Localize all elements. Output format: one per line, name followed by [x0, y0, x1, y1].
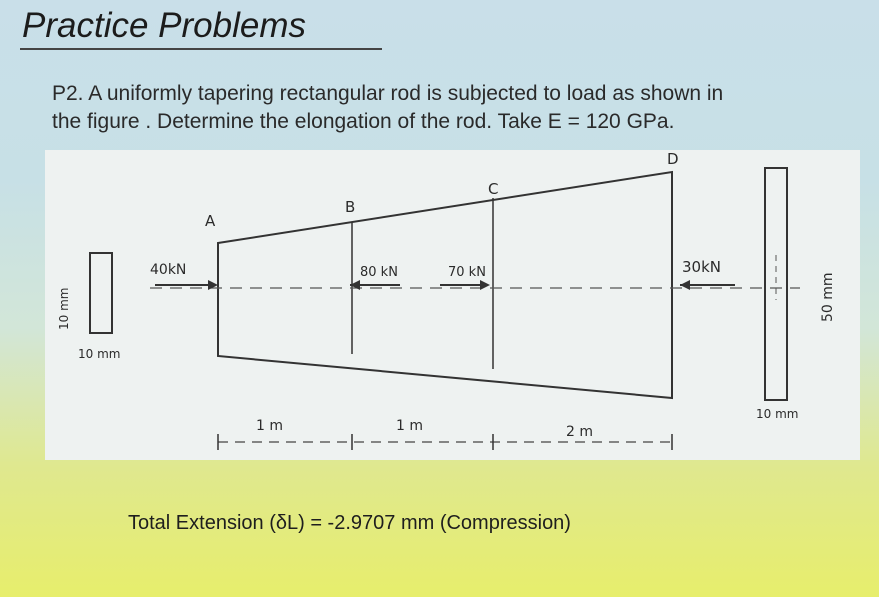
point-label-d: D — [667, 150, 679, 168]
load-label-b: 80 kN — [360, 265, 398, 280]
length-label-bc: 1 m — [396, 418, 423, 434]
left-section-height-label: 10 mm — [57, 287, 71, 330]
page-title: Practice Problems — [22, 6, 306, 45]
left-section-width-label: 10 mm — [78, 347, 121, 361]
right-section-height-label: 50 mm — [820, 272, 836, 322]
result-text: Total Extension (δL) = -2.9707 mm (Compression) — [128, 512, 571, 534]
point-label-c: C — [488, 180, 499, 198]
point-label-b: B — [345, 198, 356, 216]
problem-line-1: P2. A uniformly tapering rectangular rod is subjected to load as shown in — [52, 82, 724, 105]
right-cross-section — [765, 168, 787, 400]
load-arrow-a — [155, 280, 218, 290]
load-label-a: 40kN — [150, 262, 187, 278]
point-label-a: A — [205, 212, 216, 230]
length-label-cd: 2 m — [566, 424, 593, 440]
load-arrow-d — [680, 280, 735, 290]
problem-line-2: the figure . Determine the elongation of the rod. Take E = 120 GPa. — [52, 110, 675, 133]
left-cross-section — [90, 253, 112, 333]
load-label-d: 30kN — [682, 258, 721, 276]
load-arrow-c — [440, 280, 490, 290]
load-label-c: 70 kN — [448, 265, 486, 280]
length-label-ab: 1 m — [256, 418, 283, 434]
right-section-width-label: 10 mm — [756, 407, 799, 421]
